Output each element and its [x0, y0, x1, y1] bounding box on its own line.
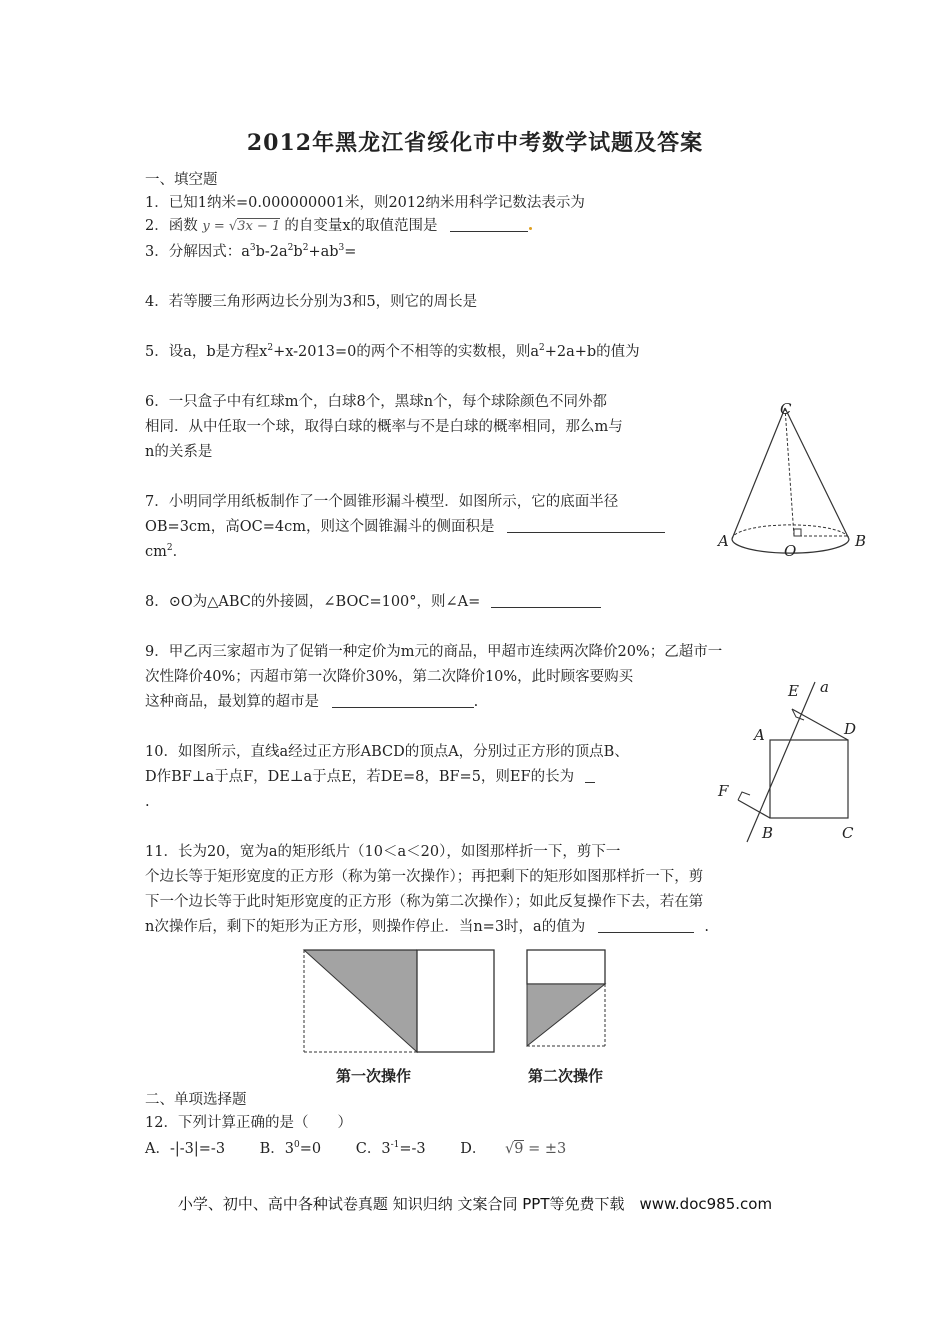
option-b: B．$3^0=0$ — [259, 1140, 322, 1157]
answer-blank-7[interactable] — [507, 518, 665, 533]
question-2 — [145, 216, 533, 237]
question-3: 3．分解因式：$a^3b-2a^2b^2+ab^3=$ — [145, 243, 357, 260]
question-2-formula: y = √3x − 1 — [202, 219, 281, 234]
question-2-prefix: 2．函数 — [145, 218, 198, 234]
page-footer: 小学、初中、高中各种试卷真题 知识归纳 文案合同 PPT等免费下载 www.doc985.com — [177, 1195, 773, 1213]
square-label-b: B — [762, 824, 774, 842]
square-label-line-a: a — [820, 678, 829, 696]
question-6-line-3: n的关系是 — [145, 444, 213, 460]
question-4: 4．若等腰三角形两边长分别为3和5，则它的周长是 — [145, 294, 478, 310]
answer-blank-8[interactable] — [491, 593, 601, 608]
question-8: 8．⊙O为△ABC的外接圆，∠BOC=100°，则∠A= — [145, 592, 601, 612]
question-1: 1．已知1纳米=0.000000001米，则2012纳米用科学记数法表示为 — [145, 195, 585, 211]
question-6-line-1: 6．一只盒子中有红球m个，白球8个，黑球n个，每个球除颜色不同外都 — [145, 394, 608, 410]
option-a: A．-|-3|=-3 — [145, 1141, 226, 1157]
caption-first-operation: 第一次操作 — [336, 1067, 412, 1085]
cone-label-c: C — [780, 400, 792, 418]
question-11-line-2: 个边长等于矩形宽度的正方形（称为第一次操作）；再把剩下的矩形如图那样折一下，剪 — [145, 869, 704, 885]
question-7-line-3: $cm^2$． — [145, 543, 188, 560]
section-single-choice: 二、单项选择题 — [145, 1092, 247, 1108]
cone-figure — [712, 396, 872, 562]
question-12: 12．下列计算正确的是（ ） — [145, 1115, 352, 1131]
question-10-line-1: 10．如图所示，直线a经过正方形ABCD的顶点A，分别过正方形的顶点B、 — [145, 744, 629, 760]
cone-label-a: A — [718, 532, 729, 550]
question-9-line-3: 这种商品，最划算的超市是 . — [145, 694, 479, 710]
caption-second-operation: 第二次操作 — [528, 1067, 604, 1085]
square-label-e: E — [788, 682, 799, 700]
question-2-suffix: 的自变量x的取值范围是 — [284, 218, 438, 234]
answer-blank-11[interactable] — [598, 918, 694, 933]
question-10-line-2: D作BF⊥a于点F，DE⊥a于点E，若DE=8，BF=5，则EF的长为 — [145, 767, 595, 787]
question-9-line-2: 次性降价40%；丙超市第一次降价30%，第二次降价10%，此时顾客要购买 — [145, 669, 634, 685]
question-11-line-4: n次操作后，剩下的矩形为正方形，则操作停止．当n=3时，a的值为 . — [145, 919, 710, 935]
answer-blank-9[interactable] — [332, 693, 474, 708]
square-label-a: A — [754, 726, 765, 744]
question-11-line-3: 下一个边长等于此时矩形宽度的正方形（称为第二次操作）；如此反复操作下去，若在第 — [145, 894, 704, 910]
section-fill-in: 一、填空题 — [145, 172, 218, 188]
square-label-d: D — [844, 720, 857, 738]
question-12-options — [145, 1139, 566, 1159]
document-title: 2012年黑龙江省绥化市中考数学试题及答案 — [246, 130, 704, 156]
cone-label-o: O — [784, 542, 797, 560]
square-figure — [712, 676, 872, 846]
question-7-line-1: 7．小明同学用纸板制作了一个圆锥形漏斗模型．如图所示，它的底面半径 — [145, 494, 619, 510]
answer-blank-2[interactable] — [450, 217, 528, 232]
question-9-line-1: 9．甲乙丙三家超市为了促销一种定价为m元的商品，甲超市连续两次降价20%；乙超市一 — [145, 644, 723, 660]
square-label-f: F — [718, 782, 729, 800]
question-6-line-2: 相同．从中任取一个球，取得白球的概率与不是白球的概率相同，那么m与 — [145, 419, 623, 435]
square-label-c: C — [842, 824, 854, 842]
folding-figure — [296, 946, 616, 1088]
option-c: C．$3^{-1}=-3$ — [355, 1140, 426, 1157]
answer-blank-10[interactable] — [585, 768, 595, 783]
question-7-line-2: OB=3cm，高OC=4cm，则这个圆锥漏斗的侧面积是 — [145, 517, 665, 537]
option-d: D． √9 = ±3 — [460, 1141, 567, 1157]
question-10-line-3: . — [145, 794, 150, 810]
question-5: 5．设a，b是方程$x^2+x-2013=0$的两个不相等的实数根，则$a^2+2a+b$的值为 — [145, 343, 640, 360]
question-11-line-1: 11．长为20，宽为a的矩形纸片（10＜a＜20），如图那样折一下，剪下一 — [145, 844, 621, 860]
cone-label-b: B — [855, 532, 867, 550]
